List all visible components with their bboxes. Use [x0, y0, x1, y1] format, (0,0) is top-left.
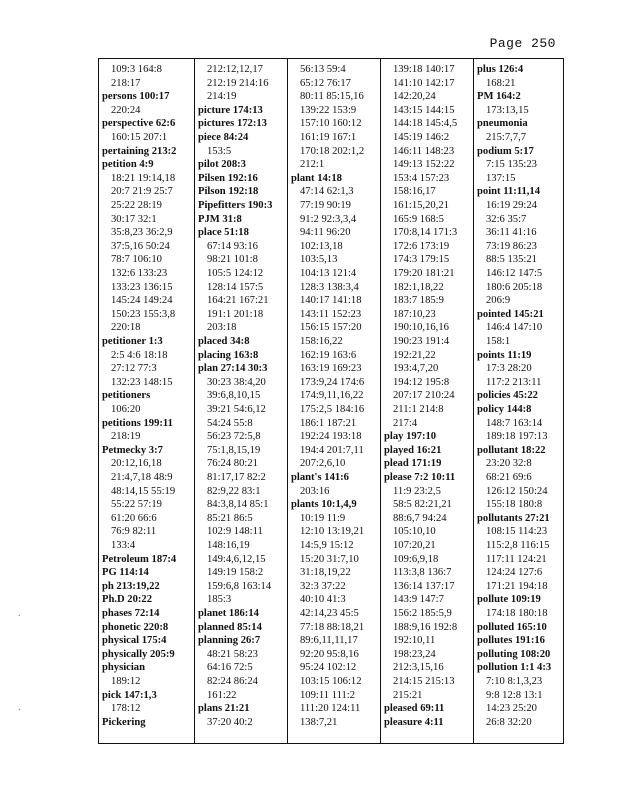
index-reference: 212:1	[300, 159, 325, 171]
index-reference: 172:6 173:19	[393, 240, 450, 252]
index-reference: 113:3,8 136:7	[393, 567, 452, 579]
index-reference: 148:16,19	[207, 540, 250, 551]
index-reference: 173:9,24 174:6	[300, 376, 365, 388]
index-reference: 11:9 23:2,5	[393, 485, 441, 497]
index-term: Petmecky 3:7	[102, 444, 163, 456]
index-reference: 132:6 133:23	[111, 268, 168, 279]
index-reference: 20:7 21:9 25:7	[111, 186, 173, 198]
index-reference: 108:15 114:23	[486, 526, 548, 538]
index-reference: 162:19 163:6	[300, 349, 357, 361]
index-reference: 124:24 127:6	[486, 567, 543, 579]
index-term: point 11:11,14	[477, 186, 540, 198]
index-column-5	[473, 59, 566, 743]
index-reference: 67:14 93:16	[207, 240, 258, 252]
index-reference: 214:19	[207, 91, 237, 103]
index-reference: 190:23 191:4	[393, 336, 450, 347]
index-reference: 48:14,15 55:19	[111, 485, 176, 497]
index-reference: 7:10 8:1,3,23	[486, 676, 543, 687]
index-reference: 178:12	[111, 703, 141, 715]
index-reference: 143:11 152:23	[300, 308, 362, 320]
index-term: pleasure 4:11	[384, 716, 444, 728]
index-reference: 215:7,7,7	[486, 132, 527, 143]
index-reference: 10:19 11:9	[300, 512, 346, 524]
index-reference: 102:9 148:11	[207, 526, 263, 538]
index-reference: 76:9 82:11	[111, 526, 157, 538]
index-reference: 95:24 102:12	[300, 662, 357, 674]
index-reference: 73:19 86:23	[486, 240, 537, 252]
index-reference: 109:6,9,18	[393, 553, 439, 565]
index-term: pollutes 191:16	[477, 635, 545, 647]
index-reference: 105:10,10	[393, 526, 436, 538]
index-term: planet 186:14	[198, 608, 259, 619]
index-reference: 31:18,19,22	[300, 567, 351, 579]
index-reference: 161:15,20,21	[393, 200, 449, 211]
index-reference: 12:10 13:19,21	[300, 526, 365, 538]
index-reference: 146:4 147:10	[486, 322, 543, 334]
index-term: Petroleum 187:4	[102, 553, 177, 565]
index-term: placing 163:8	[198, 349, 259, 361]
index-term: piece 84:24	[198, 132, 249, 143]
index-reference: 192:24 193:18	[300, 431, 362, 443]
index-reference: 14:23 25:20	[486, 703, 537, 715]
index-reference: 203:18	[207, 322, 237, 334]
index-term: podium 5:17	[477, 145, 534, 157]
index-reference: 102:13,18	[300, 240, 343, 252]
index-reference: 188:9,16 192:8	[393, 621, 458, 633]
index-reference: 85:21 86:5	[207, 512, 253, 524]
index-term: PM 164:2	[477, 91, 521, 103]
index-reference: 206:9	[486, 295, 511, 307]
index-reference: 163:19 169:23	[300, 363, 362, 375]
index-reference: 26:8 32:20	[486, 716, 532, 728]
index-term: plant's 141:6	[291, 472, 349, 483]
index-reference: 189:12	[111, 676, 141, 687]
index-table	[98, 58, 564, 744]
index-term: ph 213:19,22	[102, 580, 160, 592]
index-reference: 170:8,14 171:3	[393, 227, 458, 239]
index-reference: 215:21	[393, 689, 423, 701]
index-reference: 218:19	[111, 431, 141, 443]
index-reference: 107:20,21	[393, 540, 436, 551]
index-reference: 61:20 66:6	[111, 512, 157, 524]
index-reference: 88:6,7 94:24	[393, 512, 447, 524]
index-reference: 220:24	[111, 104, 141, 116]
index-term: policies 45:22	[477, 390, 538, 402]
index-reference: 174:3 179:15	[393, 254, 450, 266]
index-reference: 149:13 152:22	[393, 159, 455, 171]
index-term: plants 10:1,4,9	[291, 499, 357, 511]
index-term: play 197:10	[384, 431, 437, 443]
index-term: pollutant 18:22	[477, 444, 546, 456]
index-reference: 78:7 106:10	[111, 254, 162, 266]
index-reference: 91:2 92:3,3,4	[300, 213, 357, 225]
index-reference: 143:9 147:7	[393, 594, 444, 606]
index-reference: 25:22 28:19	[111, 200, 162, 211]
index-term: PJM 31:8	[198, 213, 242, 225]
index-reference: 2:5 4:6 18:18	[111, 349, 168, 361]
index-reference: 32:6 35:7	[486, 213, 527, 225]
index-reference: 185:3	[207, 594, 232, 606]
index-term: played 16:21	[384, 444, 442, 456]
index-reference: 92:20 95:8,16	[300, 648, 359, 660]
index-reference: 207:2,6,10	[300, 458, 346, 470]
index-column-1	[99, 59, 194, 743]
index-reference: 140:17 141:18	[300, 295, 362, 307]
index-term: pictures 172:13	[198, 118, 267, 130]
index-term: pleased 69:11	[384, 703, 445, 715]
index-reference: 17:3 28:20	[486, 363, 532, 375]
index-reference: 111:20 124:11	[300, 703, 361, 715]
index-term: planning 26:7	[198, 635, 261, 647]
index-reference: 15:20 31:7,10	[300, 553, 359, 565]
index-reference: 189:18 197:13	[486, 431, 548, 443]
index-reference: 174:9,11,16,22	[300, 390, 364, 402]
index-term: plant 14:18	[291, 172, 342, 184]
index-reference: 126:12 150:24	[486, 485, 548, 497]
index-term: pointed 145:21	[477, 308, 544, 320]
index-reference: 64:16 72:5	[207, 662, 253, 674]
index-reference: 168:21	[486, 77, 516, 89]
page-number: Page 250	[489, 36, 556, 51]
index-reference: 182:1,18,22	[393, 281, 444, 293]
index-reference: 56:23 72:5,8	[207, 431, 261, 443]
index-reference: 98:21 101:8	[207, 254, 258, 266]
index-reference: 80:11 85:15,16	[300, 91, 364, 103]
index-reference: 81:17,17 82:2	[207, 472, 266, 483]
index-term: points 11:19	[477, 349, 532, 361]
index-reference: 77:18 88:18,21	[300, 621, 365, 633]
index-reference: 39:6,8,10,15	[207, 390, 261, 402]
index-term: petitioners	[102, 390, 151, 402]
index-reference: 217:4	[393, 417, 418, 429]
margin-mark: .	[18, 608, 21, 619]
index-reference: 161:19 167:1	[300, 132, 357, 143]
index-reference: 47:14 62:1,3	[300, 186, 354, 198]
index-reference: 165:9 168:5	[393, 213, 444, 225]
index-term: phonetic 220:8	[102, 621, 169, 633]
index-reference: 218:17	[111, 77, 141, 89]
index-reference: 76:24 80:21	[207, 458, 258, 470]
index-reference: 207:17 210:24	[393, 390, 455, 402]
index-reference: 42:14,23 45:5	[300, 608, 359, 619]
index-reference: 82:9,22 83:1	[207, 485, 261, 497]
index-reference: 37:20 40:2	[207, 716, 253, 728]
index-term: place 51:18	[198, 227, 249, 239]
index-reference: 142:20,24	[393, 91, 436, 103]
index-reference: 211:1 214:8	[393, 404, 444, 415]
index-reference: 146:11 148:23	[393, 145, 455, 157]
index-reference: 144:18 145:4,5	[393, 118, 458, 130]
index-reference: 7:15 135:23	[486, 159, 537, 171]
index-term: physical 175:4	[102, 635, 167, 647]
index-reference: 9:8 12:8 13:1	[486, 689, 543, 701]
index-term: please 7:2 10:11	[384, 472, 456, 483]
index-reference: 117:2 213:11	[486, 376, 542, 388]
index-reference: 212:19 214:16	[207, 77, 269, 89]
index-reference: 136:14 137:17	[393, 580, 455, 592]
index-term: PG 114:14	[102, 567, 149, 579]
index-reference: 94:11 96:20	[300, 227, 351, 239]
index-reference: 89:6,11,11,17	[300, 635, 358, 647]
index-reference: 117:11 124:21	[486, 553, 547, 565]
index-reference: 179:20 181:21	[393, 268, 455, 279]
index-reference: 164:21 167:21	[207, 295, 269, 307]
index-reference: 39:21 54:6,12	[207, 404, 266, 415]
index-reference: 75:1,8,15,19	[207, 444, 261, 456]
index-reference: 153:4 157:23	[393, 172, 450, 184]
index-reference: 65:12 76:17	[300, 77, 351, 89]
index-reference: 109:3 164:8	[111, 64, 162, 75]
index-reference: 183:7 185:9	[393, 295, 444, 307]
index-reference: 186:1 187:21	[300, 417, 357, 429]
index-reference: 141:10 142:17	[393, 77, 455, 89]
index-reference: 55:22 57:19	[111, 499, 162, 511]
index-term: Pilsen 192:16	[198, 172, 258, 184]
index-reference: 212:3,15,16	[393, 662, 444, 674]
index-reference: 18:21 19:14,18	[111, 172, 176, 184]
index-column-4	[380, 59, 474, 743]
index-term: pertaining 213:2	[102, 145, 177, 157]
index-term: perspective 62:6	[102, 118, 176, 130]
index-reference: 32:3 37:22	[300, 580, 346, 592]
index-reference: 21:4,7,18 48:9	[111, 472, 173, 483]
index-reference: 16:19 29:24	[486, 200, 537, 211]
index-term: polluting 108:20	[477, 648, 551, 660]
index-reference: 103:15 106:12	[300, 676, 362, 687]
index-reference: 106:20	[111, 404, 141, 415]
index-term: Pipefitters 190:3	[198, 200, 273, 211]
index-reference: 180:6 205:18	[486, 281, 543, 293]
index-reference: 35:8,23 36:2,9	[111, 227, 173, 239]
index-column-2	[194, 59, 288, 743]
index-reference: 40:10 41:3	[300, 594, 346, 606]
index-reference: 58:5 82:21,21	[393, 499, 452, 511]
index-reference: 133:23 136:15	[111, 281, 173, 293]
index-reference: 36:11 41:16	[486, 227, 537, 239]
index-reference: 160:15 207:1	[111, 132, 168, 143]
index-reference: 77:19 90:19	[300, 200, 351, 211]
index-reference: 149:4,6,12,15	[207, 553, 266, 565]
index-reference: 212:12,12,17	[207, 64, 263, 75]
index-reference: 203:16	[300, 485, 330, 497]
index-reference: 198:23,24	[393, 648, 436, 660]
index-reference: 84:3,8,14 85:1	[207, 499, 269, 511]
index-reference: 158:16,17	[393, 186, 436, 198]
index-term: Pickering	[102, 716, 146, 728]
index-term: pneumonia	[477, 118, 528, 130]
index-reference: 138:7,21	[300, 716, 338, 728]
index-reference: 220:18	[111, 322, 141, 334]
index-reference: 175:2,5 184:16	[300, 404, 365, 415]
index-reference: 56:13 59:4	[300, 64, 346, 75]
index-reference: 145:24 149:24	[111, 295, 173, 307]
index-reference: 156:2 185:5,9	[393, 608, 452, 619]
index-term: picture 174:13	[198, 104, 263, 116]
index-reference: 143:15 144:15	[393, 104, 455, 116]
index-column-3	[287, 59, 381, 743]
index-term: petitions 199:11	[102, 417, 173, 429]
index-reference: 30:17 32:1	[111, 213, 157, 225]
index-reference: 192:10,11	[393, 635, 436, 647]
index-term: Pilson 192:18	[198, 186, 259, 198]
index-term: placed 34:8	[198, 336, 250, 347]
index-term: pick 147:1,3	[102, 689, 157, 701]
index-term: phases 72:14	[102, 608, 160, 619]
index-reference: 149:19 158:2	[207, 567, 264, 579]
index-reference: 193:4,7,20	[393, 363, 439, 375]
index-term: physically 205:9	[102, 648, 175, 660]
index-term: plans 21:21	[198, 703, 250, 715]
index-term: plan 27:14 30:3	[198, 363, 268, 375]
index-reference: 68:21 69:6	[486, 472, 532, 483]
index-reference: 153:5	[207, 145, 232, 157]
index-reference: 146:12 147:5	[486, 268, 543, 279]
index-reference: 159:6,8 163:14	[207, 580, 272, 592]
index-term: persons 100:17	[102, 91, 170, 103]
index-reference: 128:3 138:3,4	[300, 281, 359, 293]
index-reference: 23:20 32:8	[486, 458, 532, 470]
index-reference: 88:5 135:21	[486, 254, 537, 266]
index-reference: 27:12 77:3	[111, 363, 157, 375]
index-term: planned 85:14	[198, 621, 262, 633]
index-term: petitioner 1:3	[102, 336, 163, 347]
index-reference: 161:22	[207, 689, 237, 701]
index-reference: 190:10,16,16	[393, 322, 449, 334]
index-term: policy 144:8	[477, 404, 532, 415]
index-term: pilot 208:3	[198, 159, 246, 171]
index-reference: 158:1	[486, 336, 511, 347]
index-reference: 173:13,15	[486, 104, 529, 116]
index-reference: 148:7 163:14	[486, 417, 543, 429]
index-reference: 187:10,23	[393, 308, 436, 320]
index-reference: 104:13 121:4	[300, 268, 357, 279]
index-reference: 174:18 180:18	[486, 608, 548, 619]
index-term: plus 126:4	[477, 64, 524, 75]
index-term: physician	[102, 662, 145, 674]
index-reference: 133:4	[111, 540, 136, 551]
index-reference: 194:4 201:7,11	[300, 444, 364, 456]
index-reference: 170:18 202:1,2	[300, 145, 365, 157]
index-reference: 139:18 140:17	[393, 64, 455, 75]
index-reference: 194:12 195:8	[393, 376, 450, 388]
index-reference: 139:22 153:9	[300, 104, 357, 116]
index-reference: 158:16,22	[300, 336, 343, 347]
index-reference: 171:21 194:18	[486, 580, 548, 592]
index-reference: 109:11 111:2	[300, 689, 356, 701]
index-term: polluted 165:10	[477, 621, 547, 633]
index-reference: 54:24 55:8	[207, 417, 253, 429]
index-reference: 14:5,9 15:12	[300, 540, 354, 551]
index-reference: 155:18 180:8	[486, 499, 543, 511]
index-reference: 145:19 146:2	[393, 132, 450, 143]
index-reference: 128:14 157:5	[207, 281, 264, 293]
index-reference: 132:23 148:15	[111, 376, 173, 388]
index-reference: 30:23 38:4,20	[207, 376, 266, 388]
index-reference: 156:15 157:20	[300, 322, 362, 334]
index-term: pollution 1:1 4:3	[477, 662, 552, 674]
index-reference: 48:21 58:23	[207, 648, 258, 660]
index-reference: 105:5 124:12	[207, 268, 264, 279]
index-term: pollute 109:19	[477, 594, 541, 606]
index-reference: 150:23 155:3,8	[111, 308, 176, 320]
index-reference: 214:15 215:13	[393, 676, 455, 687]
index-reference: 191:1 201:18	[207, 308, 264, 320]
index-reference: 157:10 160:12	[300, 118, 362, 130]
margin-mark: .	[18, 702, 21, 713]
index-reference: 82:24 86:24	[207, 676, 258, 687]
index-reference: 192:21,22	[393, 349, 436, 361]
index-term: plead 171:19	[384, 458, 442, 470]
index-reference: 20:12,16,18	[111, 458, 162, 470]
index-term: pollutants 27:21	[477, 512, 550, 524]
index-reference: 37:5,16 50:24	[111, 240, 170, 252]
index-reference: 115:2,8 116:15	[486, 540, 550, 551]
index-reference: 137:15	[486, 172, 516, 184]
index-reference: 103:5,13	[300, 254, 338, 266]
index-term: Ph.D 20:22	[102, 594, 153, 606]
index-term: petition 4:9	[102, 159, 154, 171]
